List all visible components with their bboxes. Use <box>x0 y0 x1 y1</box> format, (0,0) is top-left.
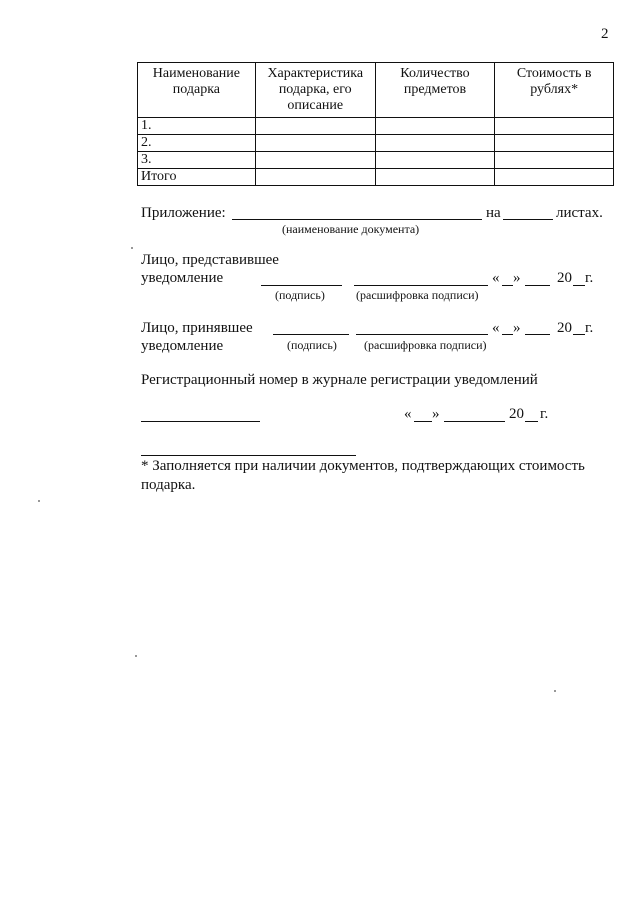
registration-year-suffix: г. <box>540 406 549 422</box>
scan-speck <box>554 690 556 692</box>
table-cell <box>375 118 495 135</box>
table-row <box>138 135 614 152</box>
table-row <box>138 118 614 135</box>
receiver-decode-hint: (расшифровка подписи) <box>364 338 487 352</box>
appendix-doc-hint: (наименование документа) <box>282 222 420 236</box>
table-cell <box>255 135 375 152</box>
registration-label: Регистрационный номер в журнале регистрации уведомлений <box>141 372 538 388</box>
receiver-year-field[interactable] <box>573 334 585 335</box>
receiver-label-line2: уведомление <box>141 338 224 354</box>
table-header-cell: Характеристика подарка, его описание <box>255 63 375 118</box>
presenter-date-close: » <box>513 270 521 286</box>
footnote-line2: подарка. <box>141 477 196 493</box>
registration-year: 20 <box>509 406 524 422</box>
receiver-day-field[interactable] <box>502 334 513 335</box>
table-cell: Итого <box>138 169 256 186</box>
presenter-signature-field[interactable] <box>261 285 342 286</box>
appendix-document-field[interactable] <box>232 219 482 220</box>
presenter-date-open: « <box>492 270 500 286</box>
table-cell <box>255 118 375 135</box>
appendix-on-label: на <box>486 205 501 221</box>
receiver-month-field[interactable] <box>525 334 550 335</box>
presenter-label-line1: Лицо, представившее <box>141 252 279 268</box>
registration-number-field[interactable] <box>141 421 260 422</box>
receiver-year-suffix: г. <box>585 320 594 336</box>
table-header-cell: Количество предметов <box>375 63 495 118</box>
presenter-month-field[interactable] <box>525 285 550 286</box>
table-cell: 3. <box>138 152 256 169</box>
receiver-date-close: » <box>513 320 521 336</box>
table-cell <box>255 169 375 186</box>
table-header-cell: Стоимость в рублях* <box>495 63 614 118</box>
footnote-line1: * Заполняется при наличии документов, подтверждающих стоимость <box>141 458 585 474</box>
table-cell <box>495 135 614 152</box>
scan-speck <box>135 655 137 657</box>
receiver-decode-field[interactable] <box>356 334 488 335</box>
table-cell <box>495 118 614 135</box>
presenter-year-field[interactable] <box>573 285 585 286</box>
presenter-decode-field[interactable] <box>354 285 488 286</box>
scan-speck <box>38 500 40 502</box>
presenter-day-field[interactable] <box>502 285 513 286</box>
presenter-decode-hint: (расшифровка подписи) <box>356 288 479 302</box>
presenter-sign-hint: (подпись) <box>275 288 325 302</box>
table-cell <box>375 169 495 186</box>
receiver-year: 20 <box>557 320 572 336</box>
appendix-label: Приложение: <box>141 205 226 221</box>
receiver-sign-hint: (подпись) <box>287 338 337 352</box>
table-cell: 2. <box>138 135 256 152</box>
scan-speck <box>131 247 133 249</box>
presenter-label-line2: уведомление <box>141 270 224 286</box>
presenter-year: 20 <box>557 270 572 286</box>
page-number: 2 <box>601 26 609 42</box>
table-header-row <box>138 63 614 118</box>
registration-month-field[interactable] <box>444 421 505 422</box>
table-cell <box>495 169 614 186</box>
registration-date-open: « <box>404 406 412 422</box>
table-cell: 1. <box>138 118 256 135</box>
receiver-signature-field[interactable] <box>273 334 349 335</box>
appendix-sheets-label: листах. <box>556 205 603 221</box>
table-total-row <box>138 169 614 186</box>
table-cell <box>495 152 614 169</box>
table-cell <box>375 135 495 152</box>
table-row <box>138 152 614 169</box>
presenter-year-suffix: г. <box>585 270 594 286</box>
registration-date-close: » <box>432 406 440 422</box>
table-cell <box>255 152 375 169</box>
receiver-date-open: « <box>492 320 500 336</box>
footnote-divider <box>141 455 356 456</box>
table-header-cell: Наименование подарка <box>138 63 256 118</box>
registration-year-field[interactable] <box>525 421 538 422</box>
receiver-label-line1: Лицо, принявшее <box>141 320 253 336</box>
registration-day-field[interactable] <box>414 421 432 422</box>
appendix-sheets-field[interactable] <box>503 219 553 220</box>
gift-table <box>137 62 614 186</box>
table-cell <box>375 152 495 169</box>
